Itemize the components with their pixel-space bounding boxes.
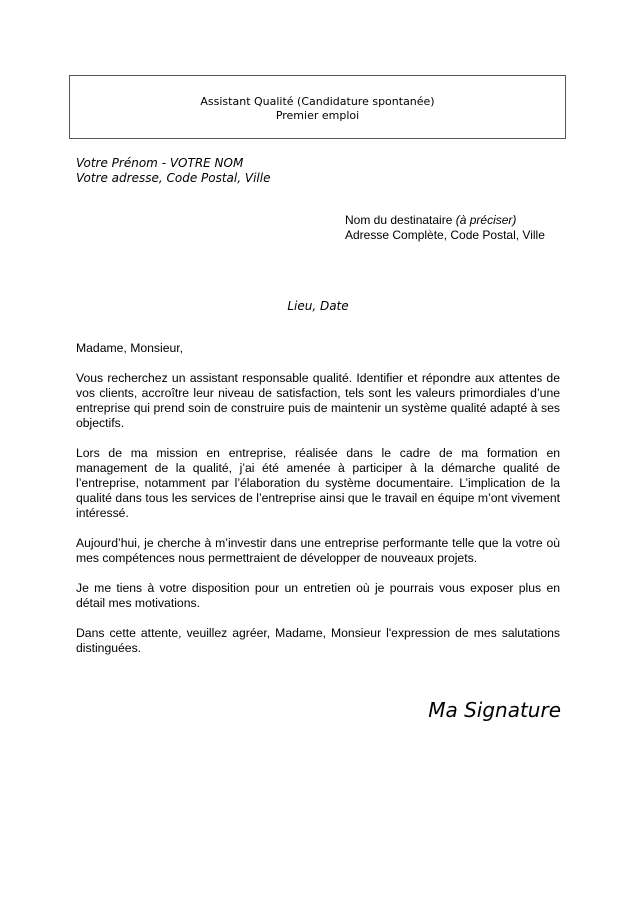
sender-block [76,156,270,186]
recipient-name: Nom du destinataire [345,213,453,227]
sender-address: Votre adresse, Code Postal, Ville [76,171,271,185]
letter-greeting: Madame, Monsieur, [76,341,184,355]
letter-paragraph: Dans cette attente, veuillez agréer, Madame, Monsieur l'expression de mes salutations distinguées. [76,626,560,655]
letter-paragraph: Je me tiens à votre disposition pour un entretien où je pourrais vous exposer plus en détail mes motivations. [76,581,560,610]
letter-subtitle: Premier emploi [275,109,360,122]
recipient-block [345,213,545,243]
signature: Ma Signature [428,698,561,722]
place-date: Lieu, Date [287,299,349,313]
header-box [69,75,566,139]
sender-name: Votre Prénom - VOTRE NOM [76,156,244,170]
letter-paragraph: Vous recherchez un assistant responsable qualité. Identifier et répondre aux attentes de vos clients, accroître leur niveau de satisfaction, tels sont les valeurs primordiales d’une entreprise qui prend soin de construire puis de maintenir un système qualité adapté à ses objectifs. [76,371,560,430]
letter-paragraph: Lors de ma mission en entreprise, réalisée dans le cadre de ma formation en management de la qualité, j’ai été amenée à participer à la démarche qualité de l’entreprise, notamment par l’élaboration du système documentaire. L’implication de la qualité dans tous les services de l’entreprise ainsi que le travail en équipe m’ont vivement intéressé. [76,446,560,520]
letter-paragraph: Aujourd’hui, je cherche à m’investir dans une entreprise performante telle que la votre où mes compétences nous permettraient de développer de nouveaux projets. [76,536,560,565]
letter-title: Assistant Qualité (Candidature spontanée) [200,95,435,108]
recipient-name-note: (à préciser) [455,213,517,227]
recipient-name-line [345,213,545,228]
recipient-address: Adresse Complète, Code Postal, Ville [345,228,545,242]
letter-body [76,341,560,671]
